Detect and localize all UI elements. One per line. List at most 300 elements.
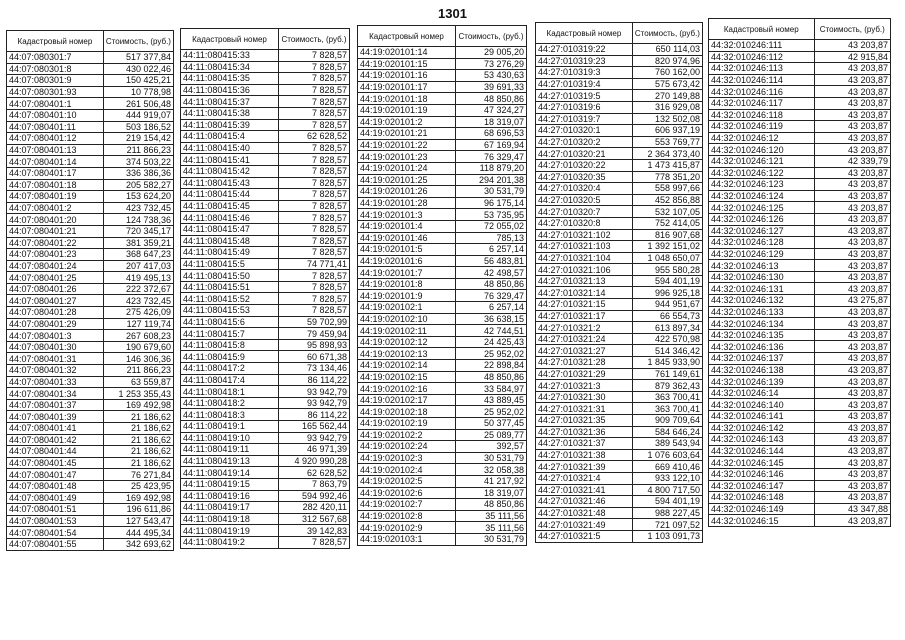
- cadastral-number-cell: 44:19:020101:2: [358, 116, 456, 128]
- table-row: [358, 452, 527, 464]
- table-row: [536, 44, 703, 56]
- cost-cell: 39 691,33: [456, 81, 527, 93]
- cost-cell: 21 186,62: [103, 411, 173, 423]
- cadastral-number-cell: 44:32:010246:145: [709, 457, 815, 469]
- table-row: [181, 525, 350, 537]
- cadastral-number-cell: 44:07:080401:54: [7, 527, 104, 539]
- cost-cell: 761 149,61: [632, 368, 702, 380]
- table-row: [7, 330, 174, 342]
- cost-cell: 6 257,14: [456, 244, 527, 256]
- table-row: [709, 97, 891, 109]
- table-row: [7, 538, 174, 550]
- cost-cell: 7 828,57: [279, 247, 350, 259]
- cost-cell: 43 203,87: [814, 353, 890, 365]
- table-row: [181, 50, 350, 62]
- cost-cell: 423 732,45: [103, 295, 173, 307]
- table-row: [7, 457, 174, 469]
- table-row: [709, 468, 891, 480]
- table-row: [7, 260, 174, 272]
- cost-cell: 48 850,86: [456, 499, 527, 511]
- cadastral-number-cell: 44:07:080401:34: [7, 388, 104, 400]
- cost-cell: 43 203,87: [814, 40, 890, 52]
- cost-cell: 720 345,17: [103, 225, 173, 237]
- cost-cell: 1 845 933,90: [632, 357, 702, 369]
- cost-cell: 190 679,60: [103, 341, 173, 353]
- cost-cell: 43 203,87: [814, 283, 890, 295]
- cost-cell: 43 203,87: [814, 515, 890, 527]
- cadastral-number-cell: 44:32:010246:133: [709, 306, 815, 318]
- cost-cell: 423 732,45: [103, 202, 173, 214]
- cost-cell: 43 203,87: [814, 260, 890, 272]
- cadastral-number-cell: 44:27:010321:102: [536, 229, 633, 241]
- cost-cell: 205 582,27: [103, 179, 173, 191]
- cost-cell: 517 377,84: [103, 52, 173, 64]
- table-row: [358, 186, 527, 198]
- cadastral-number-cell: 44:11:080415:36: [181, 84, 279, 96]
- cost-cell: 48 850,86: [456, 278, 527, 290]
- cadastral-number-cell: 44:27:010321:35: [536, 415, 633, 427]
- table-row: [7, 376, 174, 388]
- table-row: [358, 47, 527, 59]
- cadastral-number-cell: 44:27:010319:6: [536, 101, 633, 113]
- cadastral-number-cell: 44:11:080417:2: [181, 363, 279, 375]
- table-row: [709, 144, 891, 156]
- cost-cell: 42 339,79: [814, 155, 890, 167]
- cost-cell: 879 362,43: [632, 380, 702, 392]
- table-row: [536, 519, 703, 531]
- table-row: [709, 190, 891, 202]
- cost-cell: 43 203,87: [814, 399, 890, 411]
- table-row: [181, 223, 350, 235]
- table-row: [7, 214, 174, 226]
- cost-cell: 68 696,53: [456, 128, 527, 140]
- cadastral-number-cell: 44:07:080401:13: [7, 144, 104, 156]
- cost-cell: 43 203,87: [814, 237, 890, 249]
- table-row: [7, 63, 174, 75]
- cadastral-number-cell: 44:32:010246:114: [709, 74, 815, 86]
- cost-cell: 222 372,67: [103, 283, 173, 295]
- table-row: [536, 380, 703, 392]
- cadastral-number-cell: 44:19:020102:4: [358, 464, 456, 476]
- cadastral-number-cell: 44:27:010321:3: [536, 380, 633, 392]
- cost-cell: 267 608,23: [103, 330, 173, 342]
- cost-cell: 76 329,47: [456, 151, 527, 163]
- cadastral-number-cell: 44:32:010246:141: [709, 411, 815, 423]
- cost-cell: 66 554,73: [632, 310, 702, 322]
- cadastral-number-cell: 44:11:080418:2: [181, 397, 279, 409]
- table-row: [358, 499, 527, 511]
- cadastral-number-cell: 44:19:020102:6: [358, 487, 456, 499]
- cadastral-number-cell: 44:07:080401:10: [7, 109, 104, 121]
- cost-cell: 988 227,45: [632, 507, 702, 519]
- cadastral-number-cell: 44:07:080401:32: [7, 365, 104, 377]
- cadastral-number-cell: 44:27:010321:39: [536, 461, 633, 473]
- cost-cell: 43 889,45: [456, 394, 527, 406]
- cadastral-number-cell: 44:27:010320:5: [536, 194, 633, 206]
- table-row: [709, 155, 891, 167]
- table-row: [7, 121, 174, 133]
- cadastral-number-cell: 44:11:080415:48: [181, 235, 279, 247]
- table-row: [358, 313, 527, 325]
- table-row: [709, 295, 891, 307]
- cadastral-number-cell: 44:32:010246:12: [709, 132, 815, 144]
- cost-cell: 6 257,14: [456, 302, 527, 314]
- cadastral-number-cell: 44:11:080419:18: [181, 513, 279, 525]
- cadastral-number-cell: 44:19:020102:18: [358, 406, 456, 418]
- cost-cell: 669 410,46: [632, 461, 702, 473]
- table-row: [358, 116, 527, 128]
- cost-cell: 150 425,21: [103, 75, 173, 87]
- cadastral-number-cell: 44:19:020103:1: [358, 533, 456, 545]
- table-row: [181, 212, 350, 224]
- table-row: [536, 345, 703, 357]
- cost-cell: 7 828,57: [279, 107, 350, 119]
- cadastral-number-cell: 44:11:080415:49: [181, 247, 279, 259]
- table-row: [536, 113, 703, 125]
- cost-cell: 169 492,98: [103, 492, 173, 504]
- cadastral-number-cell: 44:19:020101:46: [358, 232, 456, 244]
- cadastral-number-cell: 44:32:010246:126: [709, 213, 815, 225]
- cost-cell: 7 828,57: [279, 270, 350, 282]
- table-row: [709, 260, 891, 272]
- cost-cell: 7 828,57: [279, 119, 350, 131]
- table-row: [181, 73, 350, 85]
- cadastral-number-cell: 44:11:080419:15: [181, 478, 279, 490]
- cost-cell: 39 142,83: [279, 525, 350, 537]
- table-row: [7, 341, 174, 353]
- cost-cell: 721 097,52: [632, 519, 702, 531]
- cost-cell: 43 203,87: [814, 364, 890, 376]
- table-row: [536, 472, 703, 484]
- cadastral-number-cell: 44:11:080417:4: [181, 374, 279, 386]
- table-row: [536, 368, 703, 380]
- table-row: [358, 394, 527, 406]
- cost-cell: 752 414,05: [632, 217, 702, 229]
- cadastral-number-cell: 44:27:010319:5: [536, 90, 633, 102]
- cost-cell: 43 203,87: [814, 434, 890, 446]
- cost-cell: 93 942,79: [279, 397, 350, 409]
- cadastral-number-cell: 44:11:080419:19: [181, 525, 279, 537]
- table-row: [709, 376, 891, 388]
- cadastral-number-cell: 44:07:080401:24: [7, 260, 104, 272]
- cost-cell: 76 329,47: [456, 290, 527, 302]
- cost-cell: 43 203,87: [814, 202, 890, 214]
- table-row: [181, 270, 350, 282]
- cost-cell: 43 203,87: [814, 457, 890, 469]
- cost-cell: 48 850,86: [456, 93, 527, 105]
- cadastral-number-cell: 44:32:010246:138: [709, 364, 815, 376]
- table-row: [709, 132, 891, 144]
- table-row: [709, 387, 891, 399]
- cadastral-number-cell: 44:11:080415:39: [181, 119, 279, 131]
- cadastral-number-cell: 44:32:010246:113: [709, 63, 815, 75]
- cost-cell: 48 850,86: [456, 371, 527, 383]
- table-row: [181, 397, 350, 409]
- cadastral-number-cell: 44:11:080415:6: [181, 316, 279, 328]
- cadastral-number-cell: 44:27:010321:30: [536, 391, 633, 403]
- cost-cell: 53 735,95: [456, 209, 527, 221]
- table-row: [181, 177, 350, 189]
- table-row: [709, 167, 891, 179]
- cadastral-number-cell: 44:19:020102:24: [358, 441, 456, 453]
- cost-cell: 575 673,42: [632, 78, 702, 90]
- table-row: [7, 249, 174, 261]
- cadastral-number-cell: 44:32:010246:146: [709, 468, 815, 480]
- cadastral-number-cell: 44:19:020102:10: [358, 313, 456, 325]
- cadastral-number-cell: 44:32:010246:139: [709, 376, 815, 388]
- table-row: [181, 502, 350, 514]
- cost-cell: 532 107,05: [632, 206, 702, 218]
- table-row: [536, 403, 703, 415]
- cadastral-number-cell: 44:27:010321:48: [536, 507, 633, 519]
- table-row: [536, 310, 703, 322]
- table-row: [7, 434, 174, 446]
- table-row: [709, 271, 891, 283]
- header-cadastral-number: Кадастровый номер: [709, 19, 815, 40]
- table-row: [7, 52, 174, 64]
- cadastral-number-cell: 44:32:010246:136: [709, 341, 815, 353]
- table-row: [536, 530, 703, 542]
- cost-cell: 43 203,87: [814, 480, 890, 492]
- table-header-row: [358, 26, 527, 47]
- cost-cell: 67 169,94: [456, 139, 527, 151]
- cost-cell: 43 203,87: [814, 190, 890, 202]
- table-row: [709, 179, 891, 191]
- cost-cell: 43 203,87: [814, 213, 890, 225]
- table-row: [7, 307, 174, 319]
- table-row: [709, 318, 891, 330]
- table-row: [709, 329, 891, 341]
- cost-cell: 169 492,98: [103, 399, 173, 411]
- cost-cell: 165 562,44: [279, 421, 350, 433]
- cost-cell: 316 929,08: [632, 101, 702, 113]
- cadastral-number-cell: 44:27:010321:2: [536, 322, 633, 334]
- cost-cell: 909 709,64: [632, 415, 702, 427]
- cost-cell: 93 942,79: [279, 432, 350, 444]
- table-row: [536, 183, 703, 195]
- cost-cell: 381 359,21: [103, 237, 173, 249]
- cost-cell: 22 898,84: [456, 360, 527, 372]
- cost-cell: 59 702,99: [279, 316, 350, 328]
- cost-cell: 43 275,87: [814, 295, 890, 307]
- cadastral-number-cell: 44:27:010321:103: [536, 241, 633, 253]
- header-cost: Стоимость, (руб.): [103, 31, 173, 52]
- table-row: [709, 248, 891, 260]
- cost-cell: 96 175,14: [456, 197, 527, 209]
- table-row: [709, 225, 891, 237]
- table-row: [536, 357, 703, 369]
- cost-cell: 30 531,79: [456, 186, 527, 198]
- cadastral-number-cell: 44:32:010246:149: [709, 503, 815, 515]
- cadastral-number-cell: 44:11:080419:16: [181, 490, 279, 502]
- table-row: [709, 341, 891, 353]
- cadastral-number-cell: 44:07:080401:2: [7, 202, 104, 214]
- cadastral-number-cell: 44:27:010320:7: [536, 206, 633, 218]
- cost-cell: 153 624,20: [103, 191, 173, 203]
- table-row: [181, 467, 350, 479]
- cost-cell: 389 543,94: [632, 438, 702, 450]
- cost-cell: 4 800 717,50: [632, 484, 702, 496]
- cadastral-number-cell: 44:07:080401:44: [7, 446, 104, 458]
- cost-cell: 18 319,07: [456, 487, 527, 499]
- table-row: [7, 411, 174, 423]
- cost-cell: 211 866,23: [103, 365, 173, 377]
- cost-cell: 584 646,24: [632, 426, 702, 438]
- table-row: [181, 142, 350, 154]
- cadastral-number-cell: 44:11:080415:33: [181, 50, 279, 62]
- cadastral-number-cell: 44:32:010246:148: [709, 492, 815, 504]
- cadastral-number-cell: 44:19:020102:15: [358, 371, 456, 383]
- cadastral-number-cell: 44:11:080415:5: [181, 258, 279, 270]
- cadastral-number-cell: 44:19:020101:23: [358, 151, 456, 163]
- table-row: [181, 96, 350, 108]
- table-row: [709, 121, 891, 133]
- cost-cell: 312 567,68: [279, 513, 350, 525]
- table-row: [709, 434, 891, 446]
- cost-cell: 7 828,57: [279, 177, 350, 189]
- cadastral-number-cell: 44:32:010246:121: [709, 155, 815, 167]
- cadastral-number-cell: 44:07:080401:55: [7, 538, 104, 550]
- cadastre-table-4: [535, 22, 703, 543]
- cost-cell: 613 897,34: [632, 322, 702, 334]
- cadastral-number-cell: 44:07:080401:26: [7, 283, 104, 295]
- table-row: [7, 133, 174, 145]
- header-cost: Стоимость, (руб.): [814, 19, 890, 40]
- cadastral-number-cell: 44:19:020101:21: [358, 128, 456, 140]
- table-row: [181, 328, 350, 340]
- cost-cell: 7 828,57: [279, 189, 350, 201]
- cost-cell: 43 203,87: [814, 387, 890, 399]
- cost-cell: 422 570,98: [632, 333, 702, 345]
- cadastral-number-cell: 44:32:010246:13: [709, 260, 815, 272]
- table-row: [358, 81, 527, 93]
- table-row: [358, 441, 527, 453]
- table-row: [7, 179, 174, 191]
- header-cost: Стоимость, (руб.): [632, 23, 702, 44]
- cadastral-number-cell: 44:27:010321:104: [536, 252, 633, 264]
- cost-cell: 7 828,57: [279, 235, 350, 247]
- cadastral-number-cell: 44:19:020102:14: [358, 360, 456, 372]
- table-row: [181, 61, 350, 73]
- cost-cell: 30 531,79: [456, 452, 527, 464]
- cadastral-number-cell: 44:27:010319:3: [536, 67, 633, 79]
- cadastral-number-cell: 44:19:020102:2: [358, 429, 456, 441]
- cadastral-number-cell: 44:11:080419:2: [181, 536, 279, 548]
- cadastral-number-cell: 44:27:010321:49: [536, 519, 633, 531]
- table-row: [536, 415, 703, 427]
- table-row: [358, 128, 527, 140]
- cost-cell: 820 974,96: [632, 55, 702, 67]
- cadastral-number-cell: 44:07:080401:31: [7, 353, 104, 365]
- cadastral-number-cell: 44:07:080401:1: [7, 98, 104, 110]
- cadastral-number-cell: 44:07:080401:48: [7, 480, 104, 492]
- table-row: [709, 306, 891, 318]
- cost-cell: 594 401,19: [632, 275, 702, 287]
- cost-cell: 43 203,87: [814, 179, 890, 191]
- table-row: [709, 503, 891, 515]
- cadastral-number-cell: 44:27:010321:31: [536, 403, 633, 415]
- table-row: [536, 507, 703, 519]
- cost-cell: 62 628,52: [279, 467, 350, 479]
- table-row: [7, 423, 174, 435]
- cost-cell: 43 203,87: [814, 144, 890, 156]
- table-row: [7, 527, 174, 539]
- cadastral-number-cell: 44:27:010321:14: [536, 287, 633, 299]
- table-row: [358, 244, 527, 256]
- cadastral-number-cell: 44:11:080415:42: [181, 165, 279, 177]
- cadastral-number-cell: 44:27:010320:1: [536, 125, 633, 137]
- cadastral-number-cell: 44:19:020102:8: [358, 510, 456, 522]
- table-row: [358, 418, 527, 430]
- cost-cell: 79 459,94: [279, 328, 350, 340]
- cost-cell: 43 203,87: [814, 318, 890, 330]
- table-row: [7, 191, 174, 203]
- cadastral-number-cell: 44:27:010321:46: [536, 496, 633, 508]
- table-row: [358, 209, 527, 221]
- table-row: [536, 206, 703, 218]
- cost-cell: 7 828,57: [279, 200, 350, 212]
- cost-cell: 392,57: [456, 441, 527, 453]
- cadastral-number-cell: 44:19:020102:13: [358, 348, 456, 360]
- table-row: [181, 386, 350, 398]
- table-row: [358, 58, 527, 70]
- table-row: [181, 247, 350, 259]
- table-row: [709, 283, 891, 295]
- cadastral-number-cell: 44:32:010246:111: [709, 40, 815, 52]
- cadastral-number-cell: 44:32:010246:127: [709, 225, 815, 237]
- cadastral-number-cell: 44:32:010246:116: [709, 86, 815, 98]
- cost-cell: 118 879,20: [456, 162, 527, 174]
- table-row: [7, 283, 174, 295]
- table-row: [7, 202, 174, 214]
- cost-cell: 7 828,57: [279, 293, 350, 305]
- cost-cell: 86 114,22: [279, 374, 350, 386]
- cost-cell: 32 058,38: [456, 464, 527, 476]
- cost-cell: 606 937,19: [632, 125, 702, 137]
- cost-cell: 76 271,84: [103, 469, 173, 481]
- cost-cell: 7 828,57: [279, 142, 350, 154]
- cost-cell: 36 638,15: [456, 313, 527, 325]
- header-cost: Стоимость, (руб.): [456, 26, 527, 47]
- cadastral-number-cell: 44:27:010320:35: [536, 171, 633, 183]
- table-row: [358, 522, 527, 534]
- cadastral-number-cell: 44:07:080401:53: [7, 515, 104, 527]
- cadastral-number-cell: 44:32:010246:124: [709, 190, 815, 202]
- cadastral-number-cell: 44:32:010246:135: [709, 329, 815, 341]
- cadastral-number-cell: 44:07:080401:37: [7, 399, 104, 411]
- table-row: [7, 156, 174, 168]
- cost-cell: 270 149,88: [632, 90, 702, 102]
- cadastral-number-cell: 44:27:010321:27: [536, 345, 633, 357]
- cadastral-number-cell: 44:11:080419:10: [181, 432, 279, 444]
- cost-cell: 7 863,79: [279, 478, 350, 490]
- table-row: [536, 275, 703, 287]
- cadastral-number-cell: 44:19:020101:3: [358, 209, 456, 221]
- cost-cell: 955 580,28: [632, 264, 702, 276]
- cadastral-number-cell: 44:19:020101:5: [358, 244, 456, 256]
- cadastral-number-cell: 44:19:020102:1: [358, 302, 456, 314]
- table-row: [358, 267, 527, 279]
- cadastral-number-cell: 44:07:080401:30: [7, 341, 104, 353]
- cadastral-number-cell: 44:27:010320:8: [536, 217, 633, 229]
- cadastral-number-cell: 44:27:010319:22: [536, 44, 633, 56]
- table-row: [181, 409, 350, 421]
- cadastral-number-cell: 44:11:080415:38: [181, 107, 279, 119]
- cadastral-number-cell: 44:32:010246:123: [709, 179, 815, 191]
- table-row: [709, 40, 891, 52]
- page-number: 1301: [438, 6, 467, 21]
- cost-cell: 816 907,68: [632, 229, 702, 241]
